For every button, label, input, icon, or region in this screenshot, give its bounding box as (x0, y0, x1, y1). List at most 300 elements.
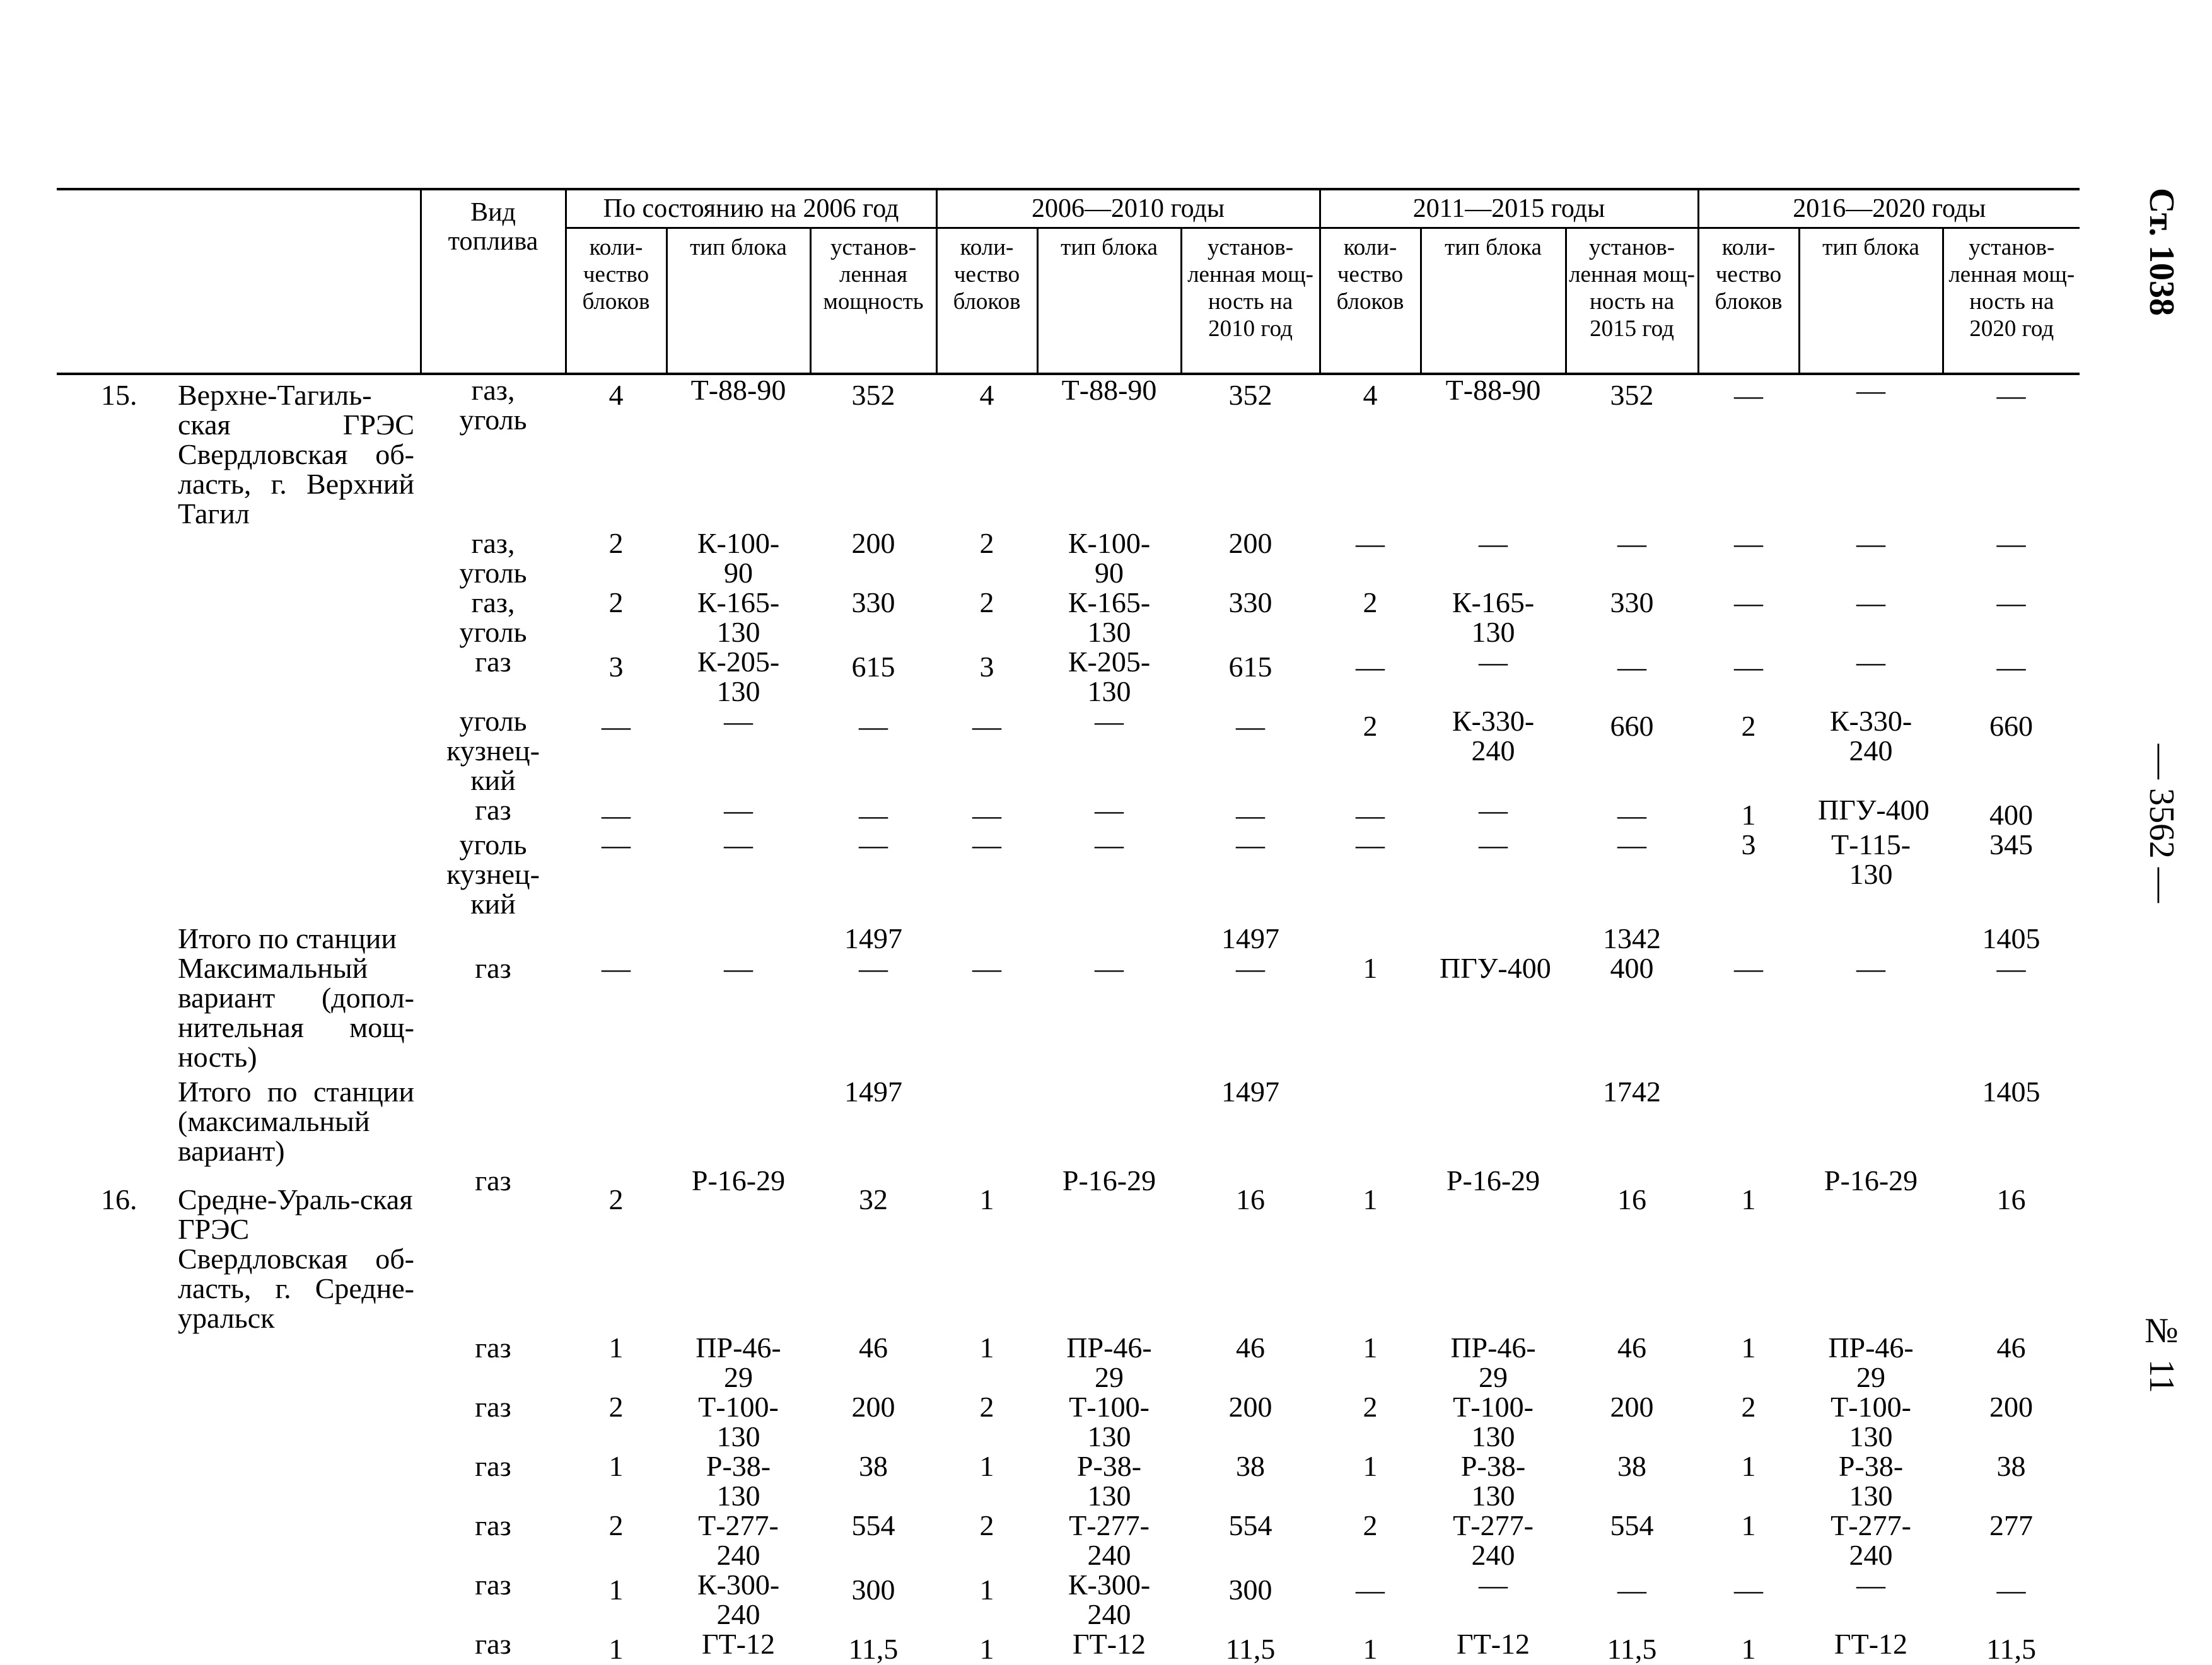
station-name-text: Максимальный вариант (допол-нительная мощ-ность) (178, 952, 414, 1073)
installed-power: 46 (859, 1331, 888, 1364)
block-count: 1 (608, 1450, 624, 1482)
header-group-2006-2010: 2006—2010 годы (936, 189, 1320, 228)
block-type: К-100-90 (697, 527, 780, 589)
block-count: 1 (1741, 1633, 1756, 1665)
block-count: — (602, 828, 631, 861)
installed-power: 554 (851, 1509, 895, 1541)
fuel-type: газ (475, 1569, 511, 1601)
installed-power: 11,5 (1607, 1633, 1657, 1665)
block-count: — (1734, 379, 1764, 411)
table-row (57, 1570, 2080, 1629)
block-type: К-300-240 (1068, 1569, 1151, 1630)
block-count: 1 (1363, 1331, 1378, 1364)
installed-power: 660 (1610, 710, 1654, 742)
installed-power: — (859, 799, 888, 831)
installed-power: 11,5 (1225, 1633, 1276, 1665)
block-count: — (1734, 527, 1764, 559)
row-number (57, 528, 178, 588)
installed-power: 1405 (1982, 922, 2040, 954)
installed-power: — (1996, 651, 2026, 683)
installed-power: 16 (1996, 1183, 2026, 1215)
row-number (57, 795, 178, 830)
header-blank (57, 189, 421, 374)
station-name (178, 830, 421, 919)
table-row (57, 795, 2080, 830)
row-number (57, 647, 178, 706)
block-count: 1 (979, 1183, 994, 1215)
installed-power: 615 (851, 651, 895, 683)
station-name-text: Итого по станции (максимальный вариант) (178, 1076, 414, 1167)
installed-power: 1342 (1603, 922, 1662, 954)
block-count: 2 (1363, 710, 1378, 742)
block-type: ГТ-12 (701, 1628, 775, 1660)
header-count: коли-чество блоков (936, 228, 1037, 374)
row-number (57, 588, 178, 647)
block-type: — (1856, 952, 1886, 984)
block-count (1320, 1072, 1421, 1166)
fuel-type: газ, уголь (459, 527, 527, 589)
table-row (57, 588, 2080, 647)
installed-power: 330 (1228, 586, 1272, 618)
block-type: К-330-240 (1829, 705, 1912, 767)
installed-power: 11,5 (848, 1633, 899, 1665)
block-count: 2 (979, 586, 994, 618)
header-group-2016-2020: 2016—2020 годы (1698, 189, 2080, 228)
installed-power: — (1996, 527, 2026, 559)
installed-power: 38 (859, 1450, 888, 1482)
installed-power: 400 (1610, 952, 1654, 984)
block-type (1037, 919, 1181, 953)
table-row (57, 706, 2080, 795)
block-type: Т-277-240 (1831, 1509, 1911, 1571)
installed-power: 200 (1610, 1391, 1654, 1423)
station-name (178, 795, 421, 830)
installed-power: — (1996, 1574, 2026, 1606)
table-row (57, 647, 2080, 706)
table-row (57, 1072, 2080, 1166)
installed-power: 38 (1236, 1450, 1266, 1482)
installed-power: — (859, 828, 888, 861)
block-count: 1 (608, 1574, 624, 1606)
installed-power: — (1617, 799, 1647, 831)
block-type: — (1856, 586, 1886, 618)
block-count: 2 (1363, 1391, 1378, 1423)
block-type: Т-100-130 (1069, 1391, 1150, 1453)
station-name (178, 528, 421, 588)
block-count: 3 (1741, 828, 1756, 861)
header-count: коли-чество блоков (1320, 228, 1421, 374)
block-type: Т-115-130 (1831, 828, 1911, 890)
installed-power: 400 (1989, 799, 2034, 831)
block-type (1799, 1072, 1943, 1166)
row-number (57, 953, 178, 1072)
block-count (1320, 919, 1421, 953)
block-count (936, 1072, 1037, 1166)
station-name (178, 647, 421, 706)
header-group-2011-2015: 2011—2015 годы (1320, 189, 1698, 228)
table-row (57, 1511, 2080, 1570)
table-row (57, 830, 2080, 919)
block-count: — (1356, 1574, 1385, 1606)
block-count: 1 (608, 1331, 624, 1364)
station-name (178, 1333, 421, 1392)
block-type: ПР-46-29 (1450, 1331, 1536, 1393)
row-number (57, 1570, 178, 1629)
block-count: 2 (608, 586, 624, 618)
block-type: ПР-46-29 (1066, 1331, 1152, 1393)
installed-power: 46 (1236, 1331, 1266, 1364)
header-type: тип блока (1421, 228, 1566, 374)
block-type: Т-100-130 (1453, 1391, 1534, 1453)
station-name (178, 1629, 421, 1664)
block-type: ГТ-12 (1834, 1628, 1908, 1660)
installed-power: 200 (851, 1391, 895, 1423)
station-name (178, 588, 421, 647)
block-type: Т-277-240 (698, 1509, 779, 1571)
block-type: Р-16-29 (1824, 1164, 1918, 1197)
installed-power: 16 (1617, 1183, 1647, 1215)
installed-power: 1497 (1221, 922, 1280, 954)
block-type (1421, 1072, 1566, 1166)
page-reference: Ст. 1038 (2142, 188, 2181, 316)
fuel-type: газ (475, 794, 511, 826)
header-power: установ-ленная мощ-ность на 2015 год (1566, 228, 1698, 374)
block-count: 2 (979, 527, 994, 559)
block-type: ГТ-12 (1073, 1628, 1146, 1660)
installed-power: 1742 (1603, 1076, 1662, 1108)
block-type: — (1479, 1569, 1508, 1601)
row-number (57, 1392, 178, 1451)
block-count: 3 (979, 651, 994, 683)
installed-power: 16 (1236, 1183, 1266, 1215)
block-type: К-100-90 (1068, 527, 1151, 589)
block-type: Т-88-90 (690, 374, 786, 406)
block-count: — (1356, 799, 1385, 831)
block-count: — (602, 799, 631, 831)
row-number (57, 1511, 178, 1570)
installed-power: 554 (1610, 1509, 1654, 1541)
block-type: Р-16-29 (1062, 1164, 1156, 1197)
block-count: — (972, 828, 1002, 861)
installed-power: — (1996, 379, 2026, 411)
installed-power: 277 (1989, 1509, 2034, 1541)
table-row (57, 1392, 2080, 1451)
header-type: тип блока (1799, 228, 1943, 374)
installed-power: — (859, 952, 888, 984)
table-row (57, 374, 2080, 528)
fuel-type: газ (475, 1164, 511, 1197)
row-number (57, 830, 178, 919)
station-name (178, 953, 421, 1072)
installed-power: 200 (1989, 1391, 2034, 1423)
block-count: 1 (1363, 952, 1378, 984)
block-type: — (1479, 646, 1508, 678)
block-type (667, 919, 810, 953)
block-count (1698, 919, 1799, 953)
fuel-type: газ (475, 1509, 511, 1541)
block-type: — (1095, 828, 1124, 861)
installed-power: 352 (851, 379, 895, 411)
block-type: К-165-130 (1452, 586, 1535, 648)
installed-power: — (1617, 828, 1647, 861)
block-type: Т-277-240 (1069, 1509, 1150, 1571)
installed-power: 200 (1228, 527, 1272, 559)
block-type (1037, 1072, 1181, 1166)
block-count: 1 (608, 1633, 624, 1665)
table-row (57, 1451, 2080, 1511)
header-power: установ-ленная мощ-ность на 2020 год (1943, 228, 2080, 374)
installed-power: 200 (851, 527, 895, 559)
block-type: — (724, 828, 753, 861)
block-count: — (1356, 527, 1385, 559)
fuel-type: уголь кузнец-кий (446, 705, 540, 796)
installed-power: — (859, 710, 888, 742)
block-count (566, 919, 667, 953)
block-count: 2 (1741, 1391, 1756, 1423)
fuel-type: газ (475, 1450, 511, 1482)
installed-power: — (1996, 952, 2026, 984)
installed-power: 1497 (844, 1076, 903, 1108)
installed-power: — (1236, 710, 1266, 742)
header-count: коли-чество блоков (566, 228, 667, 374)
block-type (1799, 919, 1943, 953)
block-type: — (1479, 828, 1508, 861)
block-count (566, 1072, 667, 1166)
block-count: 1 (979, 1450, 994, 1482)
row-number (57, 1629, 178, 1664)
installed-power: 200 (1228, 1391, 1272, 1423)
station-name-text: Итого по станции (178, 922, 397, 954)
block-type: — (1856, 646, 1886, 678)
table-row (57, 1333, 2080, 1392)
header-type: тип блока (1037, 228, 1181, 374)
block-type: Т-88-90 (1061, 374, 1157, 406)
block-type: Р-38-130 (706, 1450, 771, 1512)
table-row (57, 919, 2080, 953)
block-type (667, 1072, 810, 1166)
fuel-type (421, 919, 566, 953)
block-type: К-205-130 (697, 646, 780, 707)
row-number (57, 1333, 178, 1392)
installed-power: 1405 (1982, 1076, 2040, 1108)
block-count: 1 (979, 1331, 994, 1364)
block-type: К-165-130 (1068, 586, 1151, 648)
station-name (178, 919, 421, 953)
block-type: Т-100-130 (698, 1391, 779, 1453)
station-name (178, 1451, 421, 1511)
installed-power: 660 (1989, 710, 2034, 742)
block-count: 2 (608, 1183, 624, 1215)
block-type: ГТ-12 (1457, 1628, 1530, 1660)
block-type: ПР-46-29 (1828, 1331, 1914, 1393)
block-count: — (1734, 952, 1764, 984)
block-count: 1 (1363, 1183, 1378, 1215)
block-count: 1 (1741, 1331, 1756, 1364)
block-count: 1 (1363, 1450, 1378, 1482)
block-type: К-165-130 (697, 586, 780, 648)
installed-power: — (1236, 952, 1266, 984)
fuel-type: уголь кузнец-кий (446, 828, 540, 920)
block-type: ПР-46-29 (696, 1331, 781, 1393)
block-count: 2 (1363, 1509, 1378, 1541)
header-power: установ-ленная мощ-ность на 2010 год (1181, 228, 1320, 374)
block-count: 2 (608, 1509, 624, 1541)
installed-power: 46 (1617, 1331, 1647, 1364)
installed-power: 300 (851, 1574, 895, 1606)
installed-power: — (1617, 651, 1647, 683)
header-fuel-type: Вид топлива (421, 189, 566, 374)
block-count: 2 (1363, 586, 1378, 618)
installed-power: 11,5 (1986, 1633, 2036, 1665)
block-count: 4 (608, 379, 624, 411)
block-type: — (1479, 527, 1508, 559)
block-type: ПГУ-400 (1818, 794, 1930, 826)
block-type: — (1479, 794, 1508, 826)
header-power: установ-ленная мощность (810, 228, 936, 374)
block-type: — (1856, 527, 1886, 559)
table-row (57, 1166, 2080, 1333)
block-count: 2 (1741, 710, 1756, 742)
fuel-type: газ, уголь (459, 374, 527, 436)
installed-power: 352 (1610, 379, 1654, 411)
fuel-type: газ (475, 1391, 511, 1423)
row-number: 16. (101, 1183, 137, 1215)
block-count: 1 (1741, 1509, 1756, 1541)
block-type: Т-88-90 (1445, 374, 1541, 406)
block-count: — (1734, 651, 1764, 683)
block-count: 1 (1741, 1183, 1756, 1215)
block-type: Р-16-29 (1446, 1164, 1540, 1197)
row-number (57, 1451, 178, 1511)
block-count: — (602, 952, 631, 984)
block-type: Р-16-29 (691, 1164, 786, 1197)
block-type: К-330-240 (1452, 705, 1535, 767)
block-count: 2 (608, 1391, 624, 1423)
block-count: — (1356, 651, 1385, 683)
block-count: 1 (1741, 1450, 1756, 1482)
installed-power: 38 (1996, 1450, 2026, 1482)
row-number: 15. (101, 379, 137, 411)
block-type: — (1856, 374, 1886, 406)
installed-power: 1497 (1221, 1076, 1280, 1108)
fuel-type (421, 1072, 566, 1166)
table-body (57, 374, 2080, 1664)
block-count: 3 (608, 651, 624, 683)
power-plant-table (57, 188, 2080, 1664)
block-count: — (972, 799, 1002, 831)
header-count: коли-чество блоков (1698, 228, 1799, 374)
row-number (57, 919, 178, 953)
block-type: Р-38-130 (1838, 1450, 1904, 1512)
installed-power: 554 (1228, 1509, 1272, 1541)
installed-power: 330 (851, 586, 895, 618)
installed-power: 330 (1610, 586, 1654, 618)
station-name (178, 706, 421, 795)
installed-power: 345 (1989, 828, 2034, 861)
block-count: — (1734, 586, 1764, 618)
station-name-text: Средне-Ураль-ская ГРЭС Свердловская об-ласть, г. Средне-уральск (178, 1183, 414, 1334)
block-count: 4 (979, 379, 994, 411)
block-type: К-300-240 (697, 1569, 780, 1630)
fuel-type: газ (475, 1628, 511, 1660)
station-name (178, 374, 421, 528)
table-row (57, 1629, 2080, 1664)
installed-power: 300 (1228, 1574, 1272, 1606)
station-name (178, 1166, 421, 1333)
installed-power: — (1236, 799, 1266, 831)
station-name-text: Верхне-Тагиль-ская ГРЭС Свердловская об-ласть, г. Верхний Тагил (178, 379, 414, 530)
block-count (936, 919, 1037, 953)
block-count: 1 (979, 1633, 994, 1665)
table-row (57, 528, 2080, 588)
block-type (1421, 919, 1566, 953)
installed-power: 46 (1996, 1331, 2026, 1364)
installed-power: — (1996, 586, 2026, 618)
row-number (57, 1072, 178, 1166)
page-number: — 3562 — (2142, 744, 2181, 903)
station-name (178, 1072, 421, 1166)
block-type: — (1856, 1569, 1886, 1601)
station-name (178, 1392, 421, 1451)
block-count: — (1356, 828, 1385, 861)
block-type: — (1095, 952, 1124, 984)
block-type: — (724, 794, 753, 826)
row-number (57, 706, 178, 795)
block-type: Т-100-130 (1831, 1391, 1911, 1453)
block-count: — (972, 710, 1002, 742)
fuel-type: газ, уголь (459, 586, 527, 648)
block-type: — (1095, 705, 1124, 737)
block-type: — (724, 705, 753, 737)
block-count: 2 (979, 1391, 994, 1423)
block-type: ПГУ-400 (1440, 952, 1551, 984)
issue-number: № 11 (2142, 1311, 2181, 1393)
block-count: 4 (1363, 379, 1378, 411)
block-count: 2 (979, 1509, 994, 1541)
block-type: К-205-130 (1068, 646, 1151, 707)
installed-power: 32 (859, 1183, 888, 1215)
block-count: — (972, 952, 1002, 984)
block-type: Т-277-240 (1453, 1509, 1534, 1571)
block-count: — (1734, 1574, 1764, 1606)
header-group-2006: По состоянию на 2006 год (566, 189, 936, 228)
installed-power: 1497 (844, 922, 903, 954)
block-count (1698, 1072, 1799, 1166)
fuel-type: газ (475, 952, 511, 984)
fuel-type: газ (475, 1331, 511, 1364)
fuel-type: газ (475, 646, 511, 678)
installed-power: 38 (1617, 1450, 1647, 1482)
installed-power: — (1617, 527, 1647, 559)
table-row (57, 953, 2080, 1072)
installed-power: 352 (1228, 379, 1272, 411)
installed-power: — (1236, 828, 1266, 861)
installed-power: 615 (1228, 651, 1272, 683)
block-count: — (602, 710, 631, 742)
block-type: Р-38-130 (1076, 1450, 1142, 1512)
block-count: 1 (1741, 799, 1756, 831)
block-type: — (1095, 794, 1124, 826)
station-name (178, 1570, 421, 1629)
installed-power: — (1617, 1574, 1647, 1606)
block-type: Р-38-130 (1460, 1450, 1526, 1512)
block-count: 2 (608, 527, 624, 559)
header-type: тип блока (667, 228, 810, 374)
block-type: — (724, 952, 753, 984)
block-count: 1 (979, 1574, 994, 1606)
station-name (178, 1511, 421, 1570)
block-count: 1 (1363, 1633, 1378, 1665)
